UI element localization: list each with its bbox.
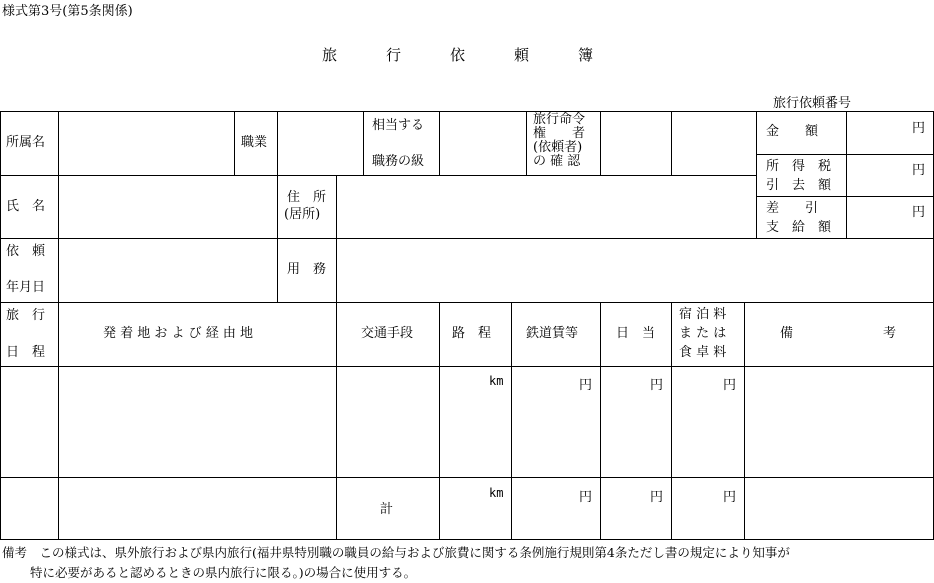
title-char: 依 — [450, 46, 466, 64]
title-char: 行 — [386, 46, 402, 64]
transport-header: 交通手段 — [361, 326, 414, 341]
confirm-label-line3: (依頼者) — [533, 140, 583, 155]
grade-label-line1: 相当する — [372, 118, 425, 133]
name-label: 氏 名 — [6, 199, 46, 214]
amount-label: 金 額 — [766, 124, 819, 139]
entry-lodging-yen: 円 — [723, 378, 737, 393]
request-label-line2: 年月日 — [6, 280, 46, 295]
title-char: 頼 — [514, 46, 530, 64]
note-line1: 備考 この様式は、県外旅行および県内旅行(福井県特別職の職員の給与および旅費に関する条例施行規則第4条ただし書の規定により知事が — [2, 545, 790, 560]
tax-yen: 円 — [912, 163, 926, 178]
purpose-label: 用 務 — [287, 262, 327, 277]
title-char: 旅 — [322, 46, 338, 64]
lodging-header-line2: ま た は — [679, 326, 727, 341]
entry-daily-yen: 円 — [650, 378, 664, 393]
total-rail-yen: 円 — [579, 490, 593, 505]
title-char: 簿 — [578, 46, 594, 64]
job-label: 職業 — [241, 135, 268, 150]
entry-km-unit: km — [489, 374, 504, 388]
total-label: 計 — [380, 502, 394, 517]
diff-label-line1: 差 引 — [766, 201, 819, 216]
trip-label-line1: 旅 行 — [6, 308, 46, 323]
request-label-line1: 依 頼 — [6, 244, 46, 259]
rail-fare-header: 鉄道賃等 — [526, 326, 579, 341]
total-daily-yen: 円 — [650, 490, 664, 505]
address-label-line1: 住 所 — [287, 190, 327, 205]
amount-yen: 円 — [912, 121, 926, 136]
confirm-label-line2: 権 者 — [533, 126, 586, 141]
diff-yen: 円 — [912, 205, 926, 220]
tax-label-line1: 所 得 税 — [766, 159, 832, 174]
note-line2: 特に必要があると認めるときの県内旅行に限る。)の場合に使用する。 — [30, 565, 417, 580]
confirm-label-line1: 旅行命令 — [533, 112, 586, 127]
grade-label-line2: 職務の級 — [372, 154, 425, 169]
route-header: 発 着 地 お よ び 経 由 地 — [103, 326, 254, 341]
total-km-unit: km — [489, 486, 504, 500]
tax-label-line2: 引 去 額 — [766, 178, 832, 193]
diff-label-line2: 支 給 額 — [766, 220, 832, 235]
confirm-label-line4: の 確 認 — [533, 154, 581, 169]
total-lodging-yen: 円 — [723, 490, 737, 505]
affiliation-label: 所属名 — [6, 135, 46, 150]
form-label: 様式第3号(第5条関係) — [2, 4, 133, 19]
address-label-line2: (居所) — [284, 207, 321, 222]
lodging-header-line1: 宿 泊 料 — [679, 307, 727, 322]
daily-allowance-header: 日 当 — [616, 326, 656, 341]
trip-label-line2: 日 程 — [6, 345, 46, 360]
lodging-header-line3: 食 卓 料 — [679, 345, 727, 360]
remarks-header-b: 考 — [883, 326, 897, 341]
distance-header: 路 程 — [452, 326, 492, 341]
request-number-label: 旅行依頼番号 — [773, 96, 852, 111]
entry-rail-yen: 円 — [579, 378, 593, 393]
remarks-header-a: 備 — [780, 326, 794, 341]
